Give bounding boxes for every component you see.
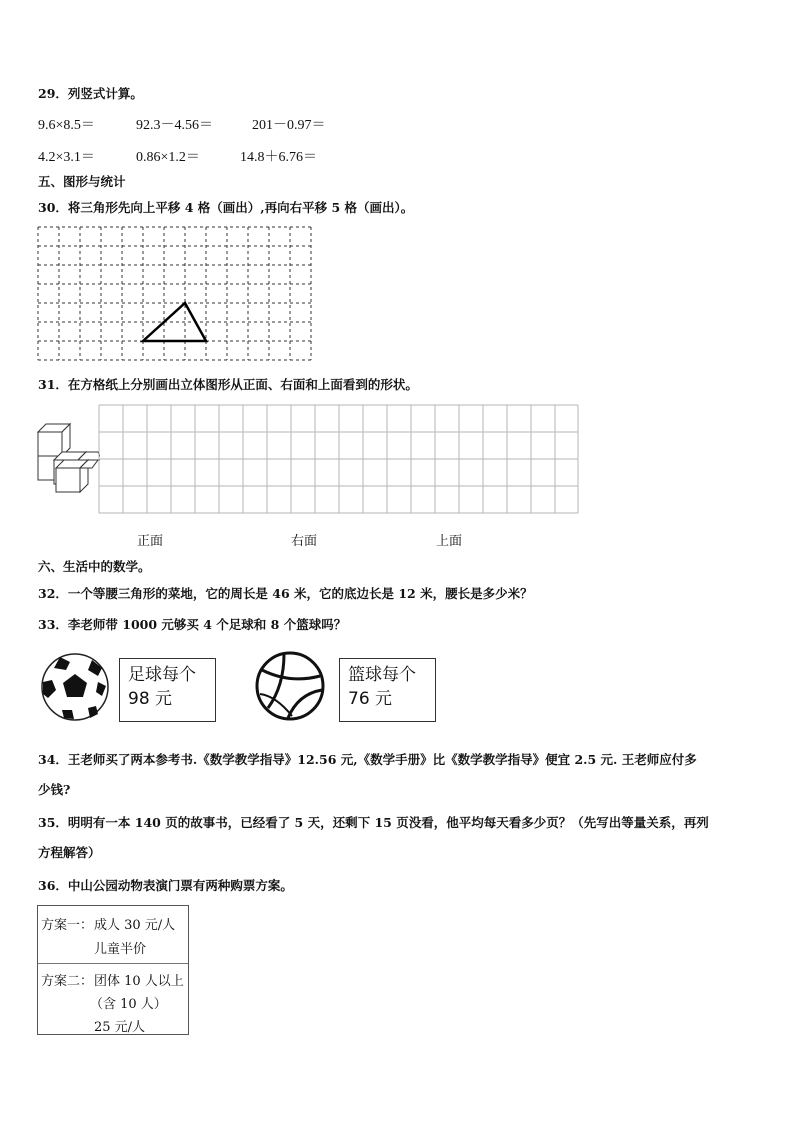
calc-6: 14.8＋6.76＝ <box>240 150 317 165</box>
calc-1: 9.6×8.5＝ <box>38 118 95 133</box>
q31-grid <box>98 404 580 516</box>
section-heading-5: 五、图形与统计 <box>38 174 126 189</box>
q36-title: 36．中山公园动物表演门票有两种购票方案。 <box>38 878 293 893</box>
basketball-icon <box>254 650 326 722</box>
q35-line2: 方程解答） <box>38 845 101 860</box>
calc-4: 4.2×3.1＝ <box>38 150 95 165</box>
q30-grid <box>37 226 313 363</box>
calc-3: 201－0.97＝ <box>252 118 326 133</box>
plan1-line1: 成人 30 元/人 <box>94 918 176 933</box>
calc-2: 92.3－4.56＝ <box>136 118 213 133</box>
ticket-plan-table <box>37 905 189 1035</box>
label-top-view: 上面 <box>436 534 463 549</box>
football-icon <box>40 652 110 722</box>
q29-title: 29．列竖式计算。 <box>38 86 143 101</box>
q35-line1: 35．明明有一本 140 页的故事书，已经看了 5 天，还剩下 15 页没看，他平均每天看多少页？（先写出等量关系，再列 <box>38 815 709 830</box>
q34-line1: 34．王老师买了两本参考书.《数学教学指导》12.56 元,《数学手册》比《数学教学指导》便宜 2.5 元. 王老师应付多 <box>38 752 697 767</box>
basketball-price-box <box>339 658 436 722</box>
q30-title: 30．将三角形先向上平移 4 格（画出）,再向右平移 5 格（画出）。 <box>38 200 414 215</box>
basketball-price-line2: 76 元 <box>348 689 393 709</box>
plan2-line1: 团体 10 人以上 <box>94 974 184 989</box>
plan-divider <box>38 963 188 964</box>
cube-stack-figure <box>36 420 100 500</box>
football-price-line1: 足球每个 <box>128 665 196 685</box>
plan2-line3: 25 元/人 <box>94 1020 146 1035</box>
plan2-label: 方案二： <box>41 974 94 989</box>
football-price-line2: 98 元 <box>128 689 173 709</box>
q34-line2: 少钱? <box>38 782 71 797</box>
section-heading-6: 六、生活中的数学。 <box>38 559 151 574</box>
football-price-box <box>119 658 216 722</box>
calc-5: 0.86×1.2＝ <box>136 150 200 165</box>
q33-title: 33．李老师带 1000 元够买 4 个足球和 8 个篮球吗？ <box>38 617 347 632</box>
q32-text: 32．一个等腰三角形的菜地，它的周长是 46 米，它的底边长是 12 米，腰长是多少米？ <box>38 586 533 601</box>
plan2-line2: （含 10 人） <box>90 997 167 1012</box>
basketball-price-line1: 篮球每个 <box>348 665 416 685</box>
plan1-label: 方案一： <box>41 918 94 933</box>
plan1-line2: 儿童半价 <box>94 942 147 957</box>
q31-title: 31．在方格纸上分别画出立体图形从正面、右面和上面看到的形状。 <box>38 377 418 392</box>
label-front-view: 正面 <box>137 534 164 549</box>
label-right-view: 右面 <box>291 534 318 549</box>
